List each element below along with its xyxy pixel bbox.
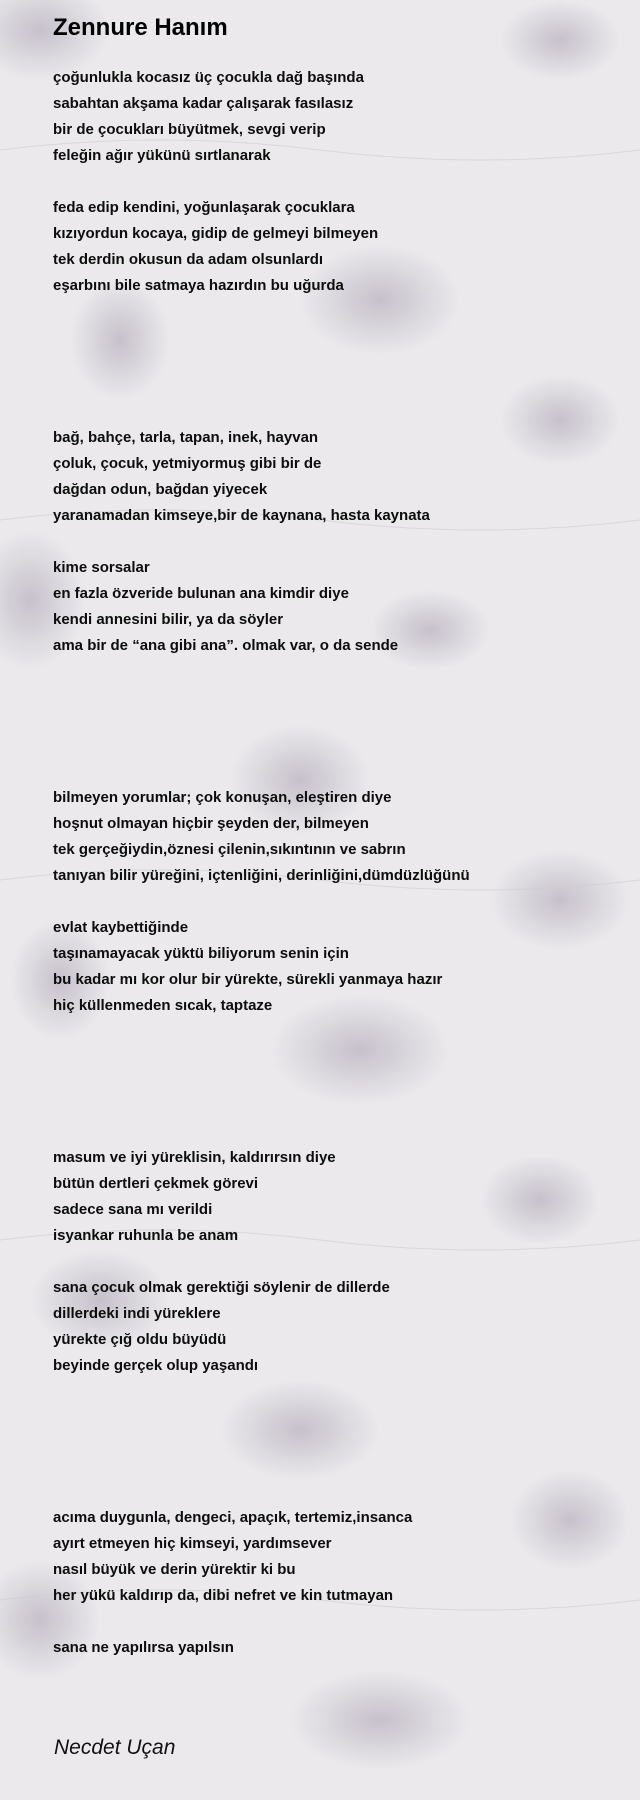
stanza: [53, 1505, 640, 1609]
poem-line: feda edip kendini, yoğunlaşarak çocuklara: [53, 199, 355, 216]
poem-line: ayırt etmeyen hiç kimseyi, yardımsever: [53, 1535, 332, 1552]
poem-line: dağdan odun, bağdan yiyecek: [53, 481, 268, 498]
poem-line: ama bir de “ana gibi ana”. olmak var, o da sende: [53, 637, 399, 654]
poem-line: bilmeyen yorumlar; çok konuşan, eleştiren diye: [53, 789, 392, 806]
poem-line: bir de çocukları büyütmek, sevgi verip: [53, 121, 326, 138]
poem-line: beyinde gerçek olup yaşandı: [53, 1357, 259, 1374]
poem-line: sana ne yapılırsa yapılsın: [53, 1639, 234, 1656]
stanza: [53, 65, 640, 169]
stanza: [53, 915, 640, 1019]
stanza-gap: [53, 889, 640, 915]
poem-line: masum ve iyi yüreklisin, kaldırırsın diye: [53, 1149, 336, 1166]
poem-line: sadece sana mı verildi: [53, 1201, 213, 1218]
poem-line: yürekte çığ oldu büyüdü: [53, 1331, 227, 1348]
stanza-gap: [53, 169, 640, 195]
section-gap: [53, 1379, 640, 1505]
poem-line: evlat kaybettiğinde: [53, 919, 189, 936]
poem-line: kime sorsalar: [53, 559, 150, 576]
poem-line: feleğin ağır yükünü sırtlanarak: [53, 147, 271, 164]
poem-line: her yükü kaldırıp da, dibi nefret ve kin tutmayan: [53, 1587, 394, 1604]
poem-line: kendi annesini bilir, ya da söyler: [53, 611, 284, 628]
poem-body: [53, 65, 640, 1661]
stanza: [53, 1635, 640, 1661]
poem-line: tek derdin okusun da adam olsunlardı: [53, 251, 324, 268]
stanza: [53, 1275, 640, 1379]
poem-line: bu kadar mı kor olur bir yürekte, sürekli yanmaya hazır: [53, 971, 443, 988]
poem-line: hoşnut olmayan hiçbir şeyden der, bilmeyen: [53, 815, 369, 832]
poem-line: çoğunlukla kocasız üç çocukla dağ başında: [53, 69, 364, 86]
stanza-gap: [53, 1249, 640, 1275]
poem-line: eşarbını bile satmaya hazırdın bu uğurda: [53, 277, 344, 294]
poem-line: hiç küllenmeden sıcak, taptaze: [53, 997, 273, 1014]
stanza: [53, 555, 640, 659]
poem-line: acıma duygunla, dengeci, apaçık, tertemiz,insanca: [53, 1509, 413, 1526]
stanza-gap: [53, 1609, 640, 1635]
stanza-gap: [53, 529, 640, 555]
poem-line: çoluk, çocuk, yetmiyormuş gibi bir de: [53, 455, 322, 472]
poem-title: Zennure Hanım: [53, 14, 228, 41]
section-gap: [53, 659, 640, 785]
stanza: [53, 425, 640, 529]
poem-line: bütün dertleri çekmek görevi: [53, 1175, 259, 1192]
poem-line: en fazla özveride bulunan ana kimdir diye: [53, 585, 349, 602]
poem-line: dillerdeki indi yüreklere: [53, 1305, 221, 1322]
poem-line: tanıyan bilir yüreğini, içtenliğini, derinliğini,dümdüzlüğünü: [53, 867, 470, 884]
poem-line: sana çocuk olmak gerektiği söylenir de dillerde: [53, 1279, 390, 1296]
stanza: [53, 1145, 640, 1249]
stanza: [53, 195, 640, 299]
section-gap: [53, 1019, 640, 1145]
poem-line: sabahtan akşama kadar çalışarak fasılasız: [53, 95, 354, 112]
poem-line: tek gerçeğiydin,öznesi çilenin,sıkıntının ve sabrın: [53, 841, 406, 858]
poem-line: nasıl büyük ve derin yürektir ki bu: [53, 1561, 296, 1578]
poem-line: yaranamadan kimseye,bir de kaynana, hasta kaynata: [53, 507, 430, 524]
poem-line: taşınamayacak yüktü biliyorum senin için: [53, 945, 349, 962]
poem-author: Necdet Uçan: [54, 1736, 176, 1759]
poem-line: bağ, bahçe, tarla, tapan, inek, hayvan: [53, 429, 319, 446]
stanza: [53, 785, 640, 889]
section-gap: [53, 299, 640, 425]
poem-line: isyankar ruhunla be anam: [53, 1227, 239, 1244]
poem-line: kızıyordun kocaya, gidip de gelmeyi bilmeyen: [53, 225, 379, 242]
